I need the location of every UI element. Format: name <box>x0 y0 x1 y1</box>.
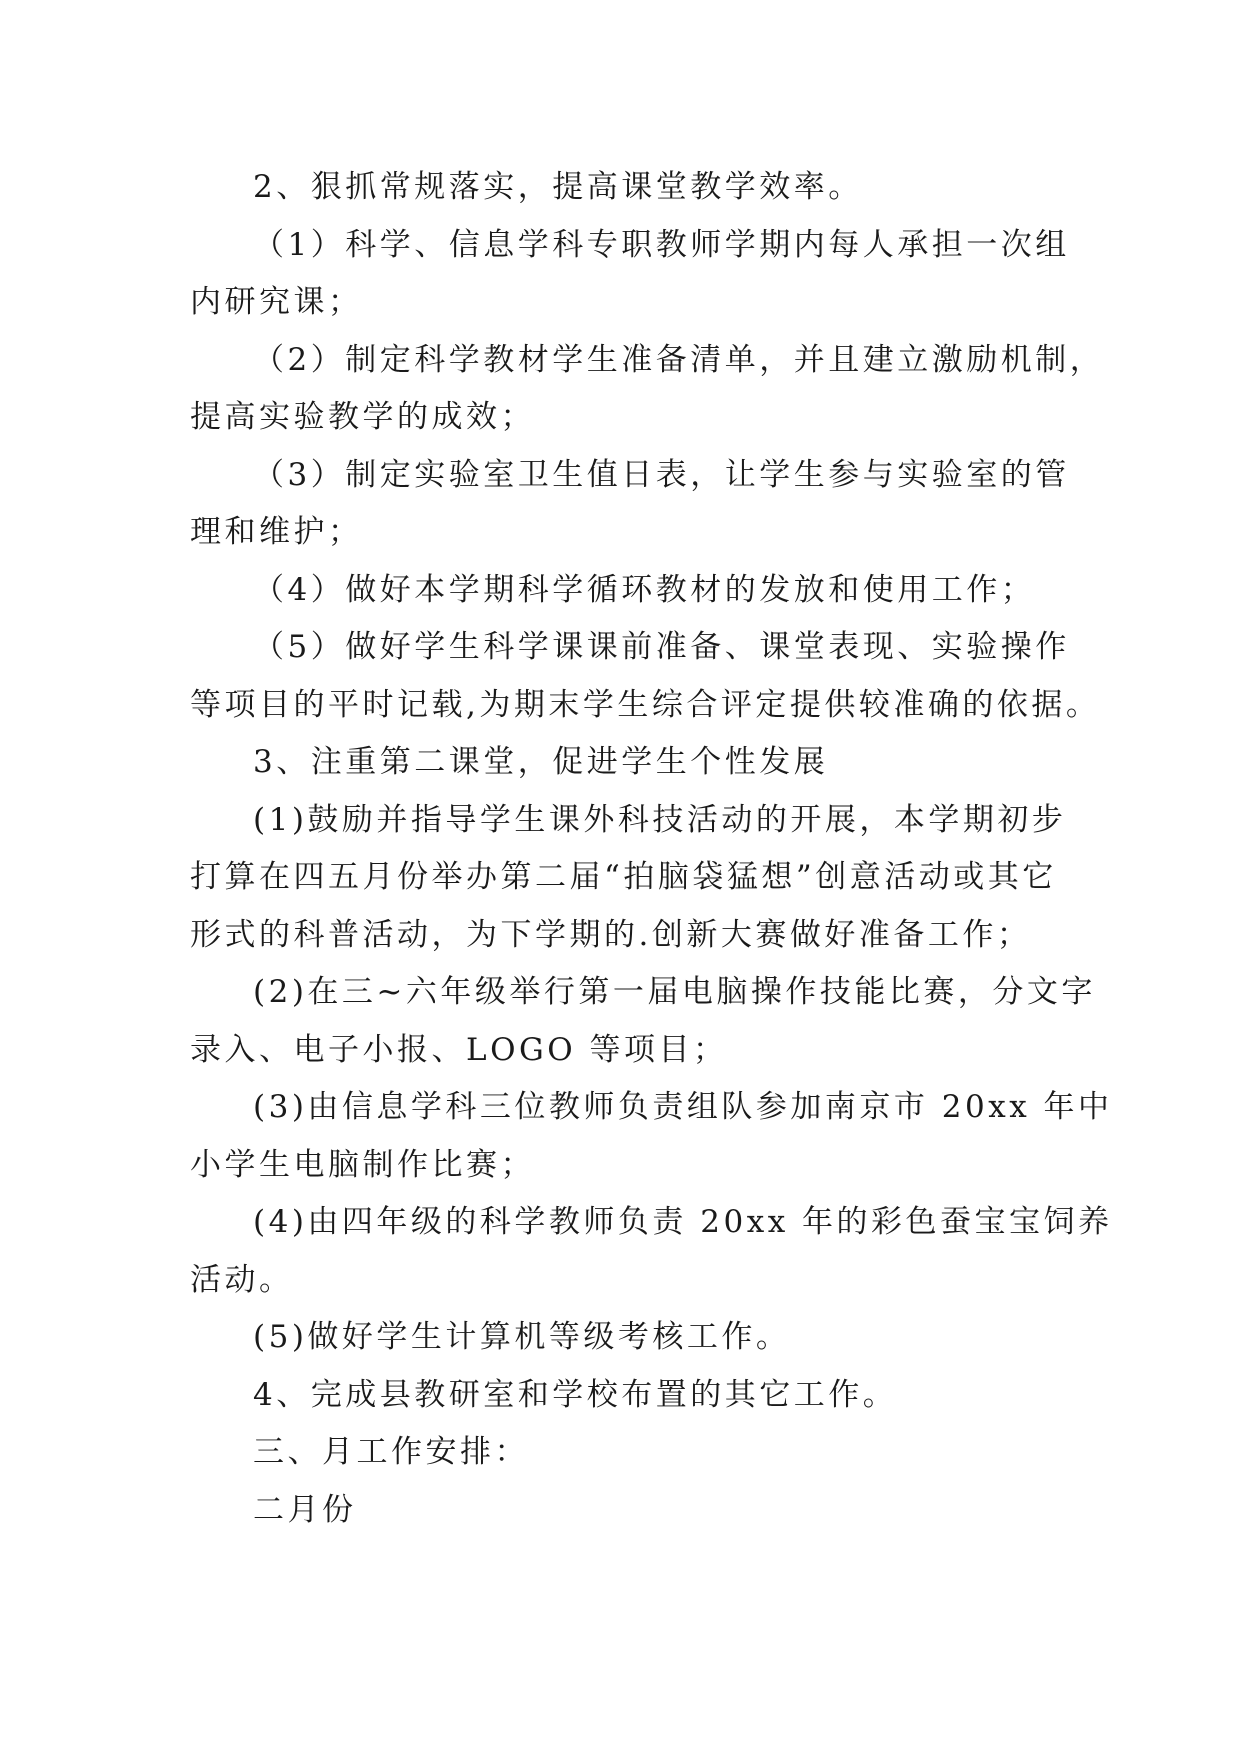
text-line: (4)由四年级的科学教师负责 20xx 年的彩色蚕宝宝饲养 <box>253 1204 1113 1240</box>
text-line: (5)做好学生计算机等级考核工作。 <box>253 1319 791 1355</box>
text-line: 二月份 <box>253 1492 357 1528</box>
text-line: 形式的科普活动，为下学期的.创新大赛做好准备工作； <box>190 917 1032 953</box>
text-line: 小学生电脑制作比赛； <box>190 1147 535 1183</box>
text-line: 4、完成县教研室和学校布置的其它工作。 <box>253 1377 898 1413</box>
text-line: （4）做好本学期科学循环教材的发放和使用工作； <box>253 572 1036 608</box>
text-line: 活动。 <box>190 1262 294 1298</box>
text-line: (1)鼓励并指导学生课外科技活动的开展，本学期初步 <box>253 802 1067 838</box>
text-line: 3、注重第二课堂，促进学生个性发展 <box>253 744 829 780</box>
text-line: （1）科学、信息学科专职教师学期内每人承担一次组 <box>253 227 1070 263</box>
text-line: （5）做好学生科学课课前准备、课堂表现、实验操作 <box>253 629 1070 665</box>
text-line: (2)在三~六年级举行第一届电脑操作技能比赛，分文字 <box>253 974 1096 1010</box>
text-line: 等项目的平时记载,为期末学生综合评定提供较准确的依据。 <box>190 687 1101 723</box>
text-line: （2）制定科学教材学生准备清单，并且建立激励机制， <box>253 342 1105 378</box>
text-line: （3）制定实验室卫生值日表，让学生参与实验室的管 <box>253 457 1070 493</box>
text-line: 录入、电子小报、LOGO 等项目； <box>190 1032 728 1068</box>
text-line: (3)由信息学科三位教师负责组队参加南京市 20xx 年中 <box>253 1089 1113 1125</box>
text-line: 提高实验教学的成效； <box>190 399 535 435</box>
text-line: 三、月工作安排： <box>253 1434 529 1470</box>
text-line: 理和维护； <box>190 514 363 550</box>
text-line: 打算在四五月份举办第二届“拍脑袋猛想”创意活动或其它 <box>190 859 1057 895</box>
text-line: 2、狠抓常规落实，提高课堂教学效率。 <box>253 169 863 205</box>
text-line: 内研究课； <box>190 284 363 320</box>
